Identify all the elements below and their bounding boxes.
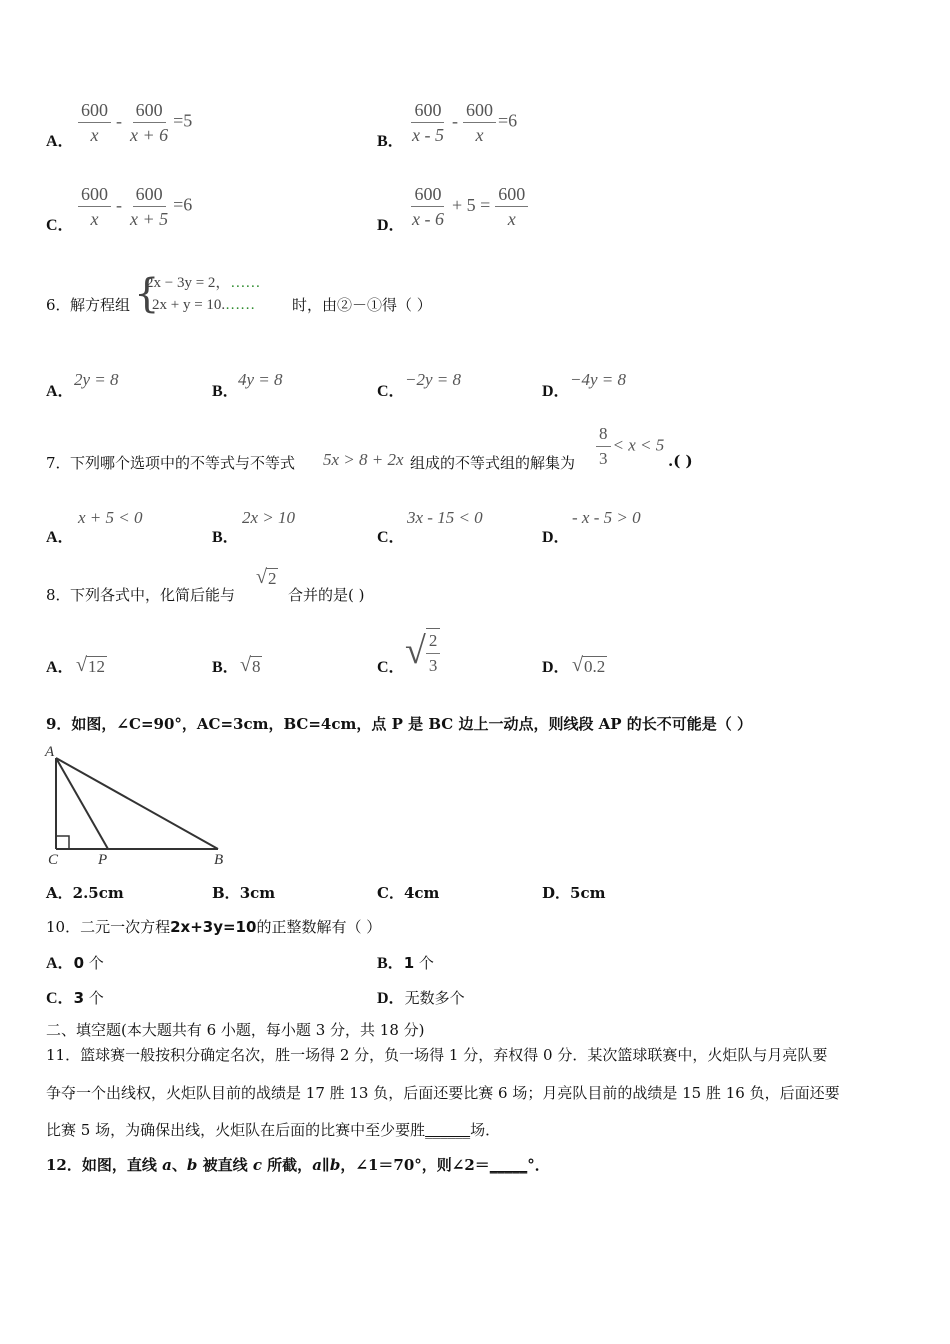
- q5d-expression: $\frac{600}{x - 6}$ + 5 = $\frac{600}{x}$: [407, 184, 530, 229]
- point-c-label: C: [48, 852, 59, 868]
- q5b-expression: $\frac{600}{x - 5}$ - $\frac{600}{x}$ =6: [412, 100, 518, 145]
- q7-inequality: 5x > 8 + 2x: [323, 450, 404, 469]
- segment-ab: [56, 758, 218, 849]
- q10-option-b[interactable]: B．1 个: [377, 954, 434, 972]
- q9-text: 9．如图，∠C=90°，AC=3cm，BC=4cm，点 P 是 BC 边上一动点，则线段 AP 的长不可能是（ ）: [46, 715, 753, 733]
- q7-text2: 组成的不等式组的解集为: [410, 454, 576, 472]
- option-label: C．: [377, 383, 405, 400]
- q7-solution-set: $\frac{8}{3}$ < x < 5: [594, 424, 664, 469]
- q10-option-d[interactable]: D．无数多个: [377, 989, 465, 1007]
- q9-option-a[interactable]: A．2.5cm: [46, 884, 124, 902]
- q8-text2: 合并的是( ): [288, 586, 365, 604]
- option-label: B．: [377, 133, 404, 150]
- q9-option-d[interactable]: D．5cm: [542, 884, 606, 902]
- q7-answer-paren: .( ): [668, 452, 693, 470]
- question-10: [46, 916, 381, 937]
- q11-line-1: 11．篮球赛一般按积分确定名次，胜一场得 2 分，负一场得 1 分，弃权得 0 分．某次篮球联赛中，火炬队与月亮队要: [46, 1046, 828, 1064]
- q9-option-c[interactable]: C．4cm: [377, 884, 440, 902]
- q6-number: 6．: [46, 296, 71, 314]
- option-expression: −2y = 8: [405, 370, 461, 389]
- equation-system: 2x − 3y = 2，…… 2x + y = 10.……: [146, 275, 261, 313]
- option-label: C．: [377, 529, 405, 546]
- right-angle-mark: [56, 836, 69, 849]
- q6-suffix: 时，由②－①得（ ）: [292, 296, 432, 314]
- q5a-expression: $\frac{600}{x}$ - $\frac{600}{x + 6}$ =5: [76, 100, 192, 145]
- option-label: A．: [46, 659, 74, 676]
- q7-text: 下列哪个选项中的不等式与不等式: [70, 454, 296, 472]
- q5c-expression: $\frac{600}{x}$ - $\frac{600}{x + 5}$ =6: [76, 184, 192, 229]
- answer-blank[interactable]: ______: [425, 1121, 471, 1139]
- q11-line-2: 争夺一个出线权，火炬队目前的战绩是 17 胜 13 负，后面还要比赛 6 场；月亮队目前的战绩是 15 胜 16 负，后面还要: [46, 1084, 840, 1102]
- option-expression: 2y = 8: [74, 370, 119, 389]
- option-label: D．: [542, 383, 570, 400]
- point-b-label: B: [214, 852, 224, 868]
- option-expression: √ 12: [76, 654, 105, 676]
- option-label: A．: [46, 133, 74, 150]
- option-label: B．: [212, 383, 239, 400]
- q9-option-b[interactable]: B．3cm: [212, 884, 276, 902]
- q6-prefix: 解方程组: [70, 296, 131, 314]
- q10-equation: 2x+3y=10: [170, 918, 257, 936]
- q8-number: 8．: [46, 586, 71, 604]
- q7-number: 7．: [46, 454, 71, 472]
- option-label: C．: [377, 659, 405, 676]
- question-8: [46, 566, 446, 606]
- point-a-label: A: [45, 744, 55, 760]
- brace-icon: {: [134, 271, 160, 317]
- q10-option-c[interactable]: C．3 个: [46, 989, 104, 1007]
- option-label: D．: [377, 217, 405, 234]
- q11-line-3: 比赛 5 场，为确保出线，火炬队在后面的比赛中至少要胜______场．: [46, 1121, 501, 1139]
- option-expression: - x - 5 > 0: [572, 508, 641, 527]
- option-label: D．: [542, 659, 570, 676]
- option-expression: √ 0.2: [572, 654, 606, 676]
- question-12: 12．如图，直线 a、b 被直线 c 所截，a∥b，∠1＝70°，则∠2＝_____°．: [46, 1156, 550, 1174]
- option-expression: x + 5 < 0: [78, 508, 143, 527]
- answer-blank[interactable]: _____: [489, 1156, 528, 1174]
- option-label: A．: [46, 383, 74, 400]
- sqrt-expression: √ 2: [256, 566, 277, 588]
- option-label: A．: [46, 529, 74, 546]
- option-expression: 4y = 8: [238, 370, 283, 389]
- q10-option-a[interactable]: A．0 个: [46, 954, 104, 972]
- option-label: D．: [542, 529, 570, 546]
- q10-suffix: 的正整数解有（ ）: [256, 918, 382, 936]
- question-7: [46, 424, 746, 474]
- option-label: B．: [212, 529, 239, 546]
- option-label: B．: [212, 659, 239, 676]
- option-expression: −4y = 8: [570, 370, 626, 389]
- section-title: 二、填空题(本大题共有 6 小题，每小题 3 分，共 18 分): [46, 1021, 425, 1039]
- option-expression: 2x > 10: [242, 508, 296, 527]
- option-label: C．: [46, 217, 74, 234]
- q10-prefix: 10．二元一次方程: [46, 918, 171, 936]
- option-expression: √ $\frac{2}{3}$: [405, 626, 440, 676]
- point-p-label: P: [98, 852, 108, 868]
- triangle-figure: [40, 740, 240, 870]
- q8-text: 下列各式中，化简后能与: [70, 586, 236, 604]
- option-expression: √ 8: [240, 654, 261, 676]
- option-expression: 3x - 15 < 0: [407, 508, 483, 527]
